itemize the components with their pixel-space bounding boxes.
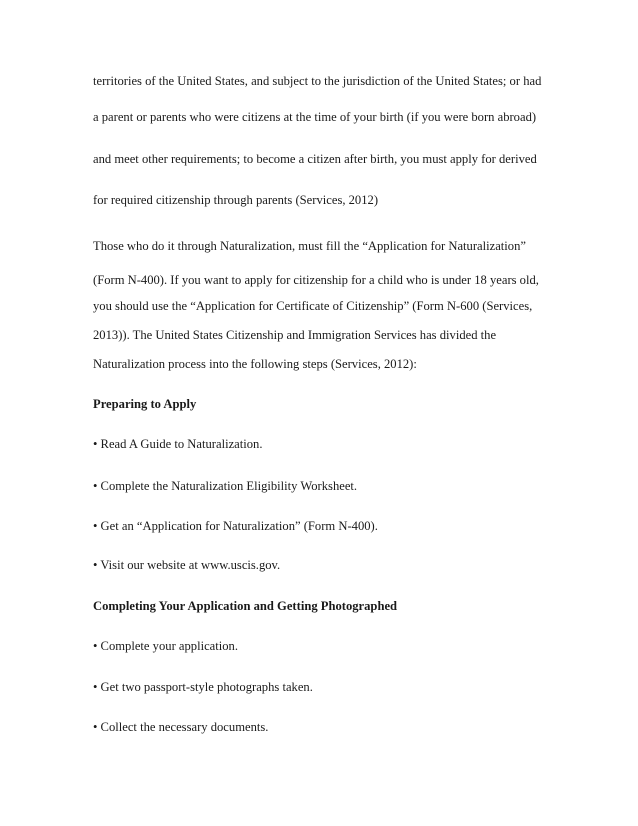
- paragraph-2-line-1: Those who do it through Naturalization, must fill the “Application for Naturalization”: [93, 239, 526, 253]
- paragraph-2-line-2: (Form N-400). If you want to apply for citizenship for a child who is under 18 years old,: [93, 273, 539, 287]
- paragraph-1-line-1: territories of the United States, and subject to the jurisdiction of the United States; or had: [93, 74, 542, 88]
- paragraph-1-line-4: for required citizenship through parents (Services, 2012): [93, 193, 379, 207]
- list-item: • Complete the Naturalization Eligibility Worksheet.: [93, 479, 358, 493]
- list-item: • Collect the necessary documents.: [93, 720, 269, 734]
- paragraph-1-line-3: and meet other requirements; to become a citizen after birth, you must apply for derived: [93, 152, 537, 166]
- list-item: • Get two passport-style photographs taken.: [93, 680, 313, 694]
- paragraph-2-line-4: 2013)). The United States Citizenship and Immigration Services has divided the: [93, 328, 497, 342]
- paragraph-2-line-3: you should use the “Application for Certificate of Citizenship” (Form N-600 (Services,: [93, 299, 533, 313]
- paragraph-1-line-2: a parent or parents who were citizens at the time of your birth (if you were born abroad): [93, 110, 537, 124]
- list-item: • Visit our website at www.uscis.gov.: [93, 558, 281, 572]
- list-item: • Read A Guide to Naturalization.: [93, 437, 263, 451]
- section-heading-preparing-to-apply: Preparing to Apply: [93, 397, 197, 411]
- list-item: • Complete your application.: [93, 639, 239, 653]
- paragraph-2-line-5: Naturalization process into the following steps (Services, 2012):: [93, 357, 417, 371]
- section-heading-completing-application: Completing Your Application and Getting Photographed: [93, 599, 398, 613]
- list-item: • Get an “Application for Naturalization” (Form N-400).: [93, 519, 378, 533]
